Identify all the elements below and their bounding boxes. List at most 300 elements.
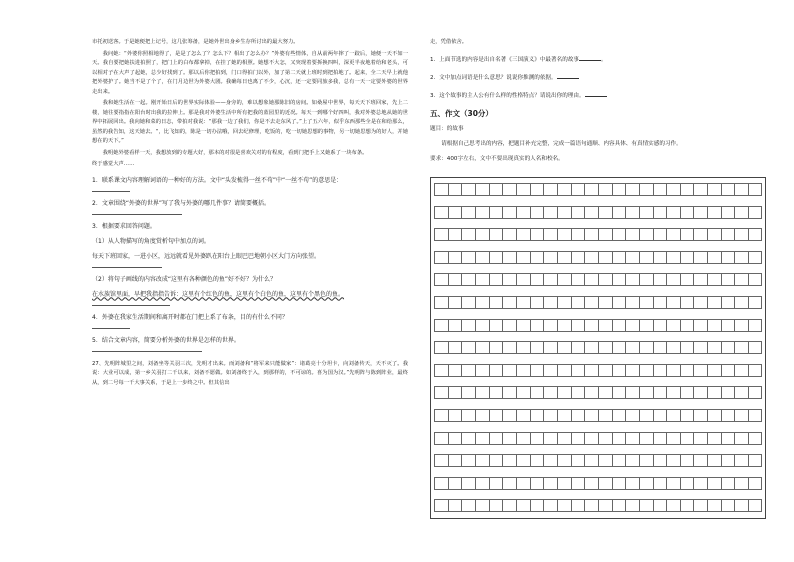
grid-cell[interactable]: [625, 386, 639, 399]
grid-cell[interactable]: [584, 341, 598, 354]
grid-cell[interactable]: [639, 386, 653, 399]
grid-cell[interactable]: [721, 228, 735, 241]
grid-cell[interactable]: [584, 477, 598, 490]
grid-cell[interactable]: [666, 409, 680, 422]
grid-cell[interactable]: [461, 319, 475, 332]
grid-cell[interactable]: [734, 386, 748, 399]
grid-cell[interactable]: [461, 296, 475, 309]
grid-cell[interactable]: [612, 364, 626, 377]
grid-cell[interactable]: [530, 454, 544, 467]
grid-cell[interactable]: [557, 386, 571, 399]
grid-cell[interactable]: [653, 432, 667, 445]
grid-cell[interactable]: [653, 499, 667, 512]
grid-cell[interactable]: [571, 477, 585, 490]
grid-cell[interactable]: [434, 454, 448, 467]
grid-cell[interactable]: [680, 319, 694, 332]
grid-cell[interactable]: [666, 251, 680, 264]
grid-cell[interactable]: [734, 273, 748, 286]
grid-cell[interactable]: [516, 364, 530, 377]
grid-cell[interactable]: [530, 228, 544, 241]
grid-cell[interactable]: [680, 386, 694, 399]
grid-cell[interactable]: [434, 341, 448, 354]
grid-cell[interactable]: [598, 206, 612, 219]
grid-cell[interactable]: [434, 206, 448, 219]
grid-cell[interactable]: [502, 251, 516, 264]
grid-cell[interactable]: [680, 341, 694, 354]
grid-cell[interactable]: [461, 183, 475, 196]
grid-cell[interactable]: [693, 341, 707, 354]
grid-cell[interactable]: [461, 206, 475, 219]
grid-cell[interactable]: [434, 386, 448, 399]
grid-cell[interactable]: [461, 454, 475, 467]
grid-cell[interactable]: [543, 341, 557, 354]
grid-cell[interactable]: [734, 477, 748, 490]
grid-cell[interactable]: [584, 296, 598, 309]
grid-cell[interactable]: [639, 251, 653, 264]
grid-cell[interactable]: [680, 454, 694, 467]
grid-cell[interactable]: [557, 319, 571, 332]
grid-cell[interactable]: [748, 296, 762, 309]
grid-cell[interactable]: [734, 432, 748, 445]
grid-cell[interactable]: [612, 386, 626, 399]
grid-cell[interactable]: [571, 386, 585, 399]
grid-cell[interactable]: [461, 499, 475, 512]
grid-cell[interactable]: [666, 319, 680, 332]
grid-cell[interactable]: [543, 296, 557, 309]
grid-cell[interactable]: [734, 183, 748, 196]
grid-cell[interactable]: [461, 386, 475, 399]
grid-cell[interactable]: [475, 499, 489, 512]
grid-cell[interactable]: [653, 206, 667, 219]
grid-cell[interactable]: [721, 273, 735, 286]
grid-cell[interactable]: [434, 251, 448, 264]
grid-cell[interactable]: [489, 183, 503, 196]
grid-cell[interactable]: [448, 206, 462, 219]
grid-cell[interactable]: [489, 409, 503, 422]
grid-cell[interactable]: [625, 477, 639, 490]
grid-cell[interactable]: [584, 183, 598, 196]
grid-cell[interactable]: [707, 364, 721, 377]
grid-cell[interactable]: [571, 319, 585, 332]
grid-cell[interactable]: [489, 251, 503, 264]
grid-cell[interactable]: [448, 432, 462, 445]
grid-cell[interactable]: [748, 319, 762, 332]
grid-cell[interactable]: [707, 432, 721, 445]
grid-cell[interactable]: [516, 454, 530, 467]
grid-cell[interactable]: [653, 296, 667, 309]
grid-cell[interactable]: [707, 409, 721, 422]
grid-cell[interactable]: [707, 341, 721, 354]
grid-cell[interactable]: [653, 341, 667, 354]
grid-cell[interactable]: [748, 499, 762, 512]
answer-line[interactable]: [92, 351, 202, 352]
grid-cell[interactable]: [666, 273, 680, 286]
grid-cell[interactable]: [625, 454, 639, 467]
grid-cell[interactable]: [680, 364, 694, 377]
grid-cell[interactable]: [530, 409, 544, 422]
grid-cell[interactable]: [748, 364, 762, 377]
grid-cell[interactable]: [434, 432, 448, 445]
grid-cell[interactable]: [489, 432, 503, 445]
grid-cell[interactable]: [502, 499, 516, 512]
grid-cell[interactable]: [448, 409, 462, 422]
grid-cell[interactable]: [571, 296, 585, 309]
grid-cell[interactable]: [598, 183, 612, 196]
grid-cell[interactable]: [434, 409, 448, 422]
grid-cell[interactable]: [530, 319, 544, 332]
grid-cell[interactable]: [748, 386, 762, 399]
grid-cell[interactable]: [475, 477, 489, 490]
grid-cell[interactable]: [543, 319, 557, 332]
grid-cell[interactable]: [707, 296, 721, 309]
grid-cell[interactable]: [748, 228, 762, 241]
answer-blank[interactable]: [557, 72, 579, 79]
grid-cell[interactable]: [516, 499, 530, 512]
grid-cell[interactable]: [598, 386, 612, 399]
grid-cell[interactable]: [434, 364, 448, 377]
grid-cell[interactable]: [543, 499, 557, 512]
grid-cell[interactable]: [680, 228, 694, 241]
grid-cell[interactable]: [693, 364, 707, 377]
grid-cell[interactable]: [475, 386, 489, 399]
grid-cell[interactable]: [557, 454, 571, 467]
grid-cell[interactable]: [666, 432, 680, 445]
grid-cell[interactable]: [530, 206, 544, 219]
grid-cell[interactable]: [584, 206, 598, 219]
grid-cell[interactable]: [707, 386, 721, 399]
grid-cell[interactable]: [475, 251, 489, 264]
grid-cell[interactable]: [461, 273, 475, 286]
grid-cell[interactable]: [680, 477, 694, 490]
grid-cell[interactable]: [557, 183, 571, 196]
grid-cell[interactable]: [612, 499, 626, 512]
grid-cell[interactable]: [448, 341, 462, 354]
grid-cell[interactable]: [721, 386, 735, 399]
grid-cell[interactable]: [639, 319, 653, 332]
grid-cell[interactable]: [543, 409, 557, 422]
grid-cell[interactable]: [571, 499, 585, 512]
answer-line[interactable]: [92, 305, 170, 306]
grid-cell[interactable]: [625, 296, 639, 309]
grid-cell[interactable]: [612, 432, 626, 445]
grid-cell[interactable]: [734, 341, 748, 354]
grid-cell[interactable]: [721, 364, 735, 377]
grid-cell[interactable]: [530, 364, 544, 377]
grid-cell[interactable]: [734, 319, 748, 332]
grid-cell[interactable]: [489, 477, 503, 490]
grid-cell[interactable]: [571, 206, 585, 219]
grid-cell[interactable]: [489, 454, 503, 467]
grid-cell[interactable]: [625, 319, 639, 332]
grid-cell[interactable]: [557, 251, 571, 264]
grid-cell[interactable]: [571, 183, 585, 196]
grid-cell[interactable]: [448, 499, 462, 512]
grid-cell[interactable]: [680, 409, 694, 422]
grid-cell[interactable]: [734, 228, 748, 241]
grid-cell[interactable]: [639, 206, 653, 219]
grid-cell[interactable]: [666, 228, 680, 241]
grid-cell[interactable]: [598, 409, 612, 422]
grid-cell[interactable]: [516, 296, 530, 309]
grid-cell[interactable]: [639, 432, 653, 445]
grid-cell[interactable]: [448, 228, 462, 241]
grid-cell[interactable]: [612, 206, 626, 219]
grid-cell[interactable]: [666, 454, 680, 467]
grid-cell[interactable]: [666, 499, 680, 512]
grid-cell[interactable]: [612, 251, 626, 264]
grid-cell[interactable]: [543, 432, 557, 445]
grid-cell[interactable]: [653, 319, 667, 332]
grid-cell[interactable]: [557, 432, 571, 445]
grid-cell[interactable]: [666, 206, 680, 219]
grid-cell[interactable]: [707, 251, 721, 264]
grid-cell[interactable]: [639, 364, 653, 377]
grid-cell[interactable]: [680, 206, 694, 219]
grid-cell[interactable]: [571, 251, 585, 264]
grid-cell[interactable]: [434, 183, 448, 196]
grid-cell[interactable]: [612, 454, 626, 467]
grid-cell[interactable]: [639, 454, 653, 467]
grid-cell[interactable]: [557, 273, 571, 286]
grid-cell[interactable]: [680, 296, 694, 309]
grid-cell[interactable]: [530, 273, 544, 286]
grid-cell[interactable]: [461, 409, 475, 422]
grid-cell[interactable]: [475, 228, 489, 241]
grid-cell[interactable]: [598, 296, 612, 309]
grid-cell[interactable]: [434, 319, 448, 332]
grid-cell[interactable]: [612, 477, 626, 490]
grid-cell[interactable]: [639, 296, 653, 309]
grid-cell[interactable]: [502, 477, 516, 490]
grid-cell[interactable]: [434, 273, 448, 286]
grid-cell[interactable]: [707, 477, 721, 490]
grid-cell[interactable]: [612, 341, 626, 354]
grid-cell[interactable]: [516, 477, 530, 490]
grid-cell[interactable]: [543, 183, 557, 196]
grid-cell[interactable]: [598, 432, 612, 445]
grid-cell[interactable]: [516, 409, 530, 422]
grid-cell[interactable]: [516, 273, 530, 286]
grid-cell[interactable]: [625, 409, 639, 422]
grid-cell[interactable]: [625, 432, 639, 445]
grid-cell[interactable]: [516, 228, 530, 241]
grid-cell[interactable]: [584, 251, 598, 264]
grid-cell[interactable]: [666, 296, 680, 309]
grid-cell[interactable]: [530, 386, 544, 399]
grid-cell[interactable]: [475, 206, 489, 219]
answer-blank[interactable]: [585, 90, 607, 97]
grid-cell[interactable]: [571, 432, 585, 445]
grid-cell[interactable]: [502, 296, 516, 309]
grid-cell[interactable]: [489, 273, 503, 286]
grid-cell[interactable]: [693, 454, 707, 467]
grid-cell[interactable]: [475, 296, 489, 309]
grid-cell[interactable]: [598, 228, 612, 241]
grid-cell[interactable]: [598, 364, 612, 377]
grid-cell[interactable]: [543, 477, 557, 490]
grid-cell[interactable]: [707, 206, 721, 219]
grid-cell[interactable]: [571, 273, 585, 286]
grid-cell[interactable]: [721, 454, 735, 467]
grid-cell[interactable]: [734, 409, 748, 422]
grid-cell[interactable]: [653, 273, 667, 286]
grid-cell[interactable]: [598, 319, 612, 332]
grid-cell[interactable]: [612, 273, 626, 286]
grid-cell[interactable]: [653, 251, 667, 264]
answer-line[interactable]: [92, 191, 130, 192]
grid-cell[interactable]: [516, 432, 530, 445]
grid-cell[interactable]: [543, 386, 557, 399]
grid-cell[interactable]: [557, 228, 571, 241]
grid-cell[interactable]: [475, 432, 489, 445]
grid-cell[interactable]: [434, 477, 448, 490]
grid-cell[interactable]: [693, 432, 707, 445]
grid-cell[interactable]: [584, 386, 598, 399]
grid-cell[interactable]: [693, 228, 707, 241]
grid-cell[interactable]: [516, 319, 530, 332]
grid-cell[interactable]: [693, 386, 707, 399]
grid-cell[interactable]: [653, 477, 667, 490]
grid-cell[interactable]: [475, 409, 489, 422]
grid-cell[interactable]: [653, 386, 667, 399]
grid-cell[interactable]: [584, 319, 598, 332]
grid-cell[interactable]: [557, 499, 571, 512]
grid-cell[interactable]: [653, 409, 667, 422]
grid-cell[interactable]: [625, 273, 639, 286]
grid-cell[interactable]: [461, 432, 475, 445]
grid-cell[interactable]: [721, 341, 735, 354]
grid-cell[interactable]: [489, 364, 503, 377]
grid-cell[interactable]: [584, 409, 598, 422]
grid-cell[interactable]: [584, 432, 598, 445]
answer-blank[interactable]: [579, 54, 601, 61]
grid-cell[interactable]: [653, 364, 667, 377]
grid-cell[interactable]: [721, 251, 735, 264]
grid-cell[interactable]: [612, 296, 626, 309]
grid-cell[interactable]: [693, 273, 707, 286]
grid-cell[interactable]: [489, 341, 503, 354]
grid-cell[interactable]: [543, 228, 557, 241]
grid-cell[interactable]: [461, 477, 475, 490]
grid-cell[interactable]: [502, 273, 516, 286]
grid-cell[interactable]: [489, 499, 503, 512]
grid-cell[interactable]: [543, 273, 557, 286]
grid-cell[interactable]: [748, 251, 762, 264]
grid-cell[interactable]: [653, 183, 667, 196]
grid-cell[interactable]: [475, 454, 489, 467]
grid-cell[interactable]: [557, 364, 571, 377]
grid-cell[interactable]: [598, 251, 612, 264]
grid-cell[interactable]: [748, 183, 762, 196]
grid-cell[interactable]: [748, 206, 762, 219]
grid-cell[interactable]: [639, 477, 653, 490]
grid-cell[interactable]: [489, 206, 503, 219]
grid-cell[interactable]: [598, 499, 612, 512]
grid-cell[interactable]: [489, 296, 503, 309]
grid-cell[interactable]: [543, 251, 557, 264]
grid-cell[interactable]: [748, 341, 762, 354]
grid-cell[interactable]: [584, 499, 598, 512]
grid-cell[interactable]: [625, 183, 639, 196]
grid-cell[interactable]: [707, 499, 721, 512]
grid-cell[interactable]: [598, 273, 612, 286]
grid-cell[interactable]: [448, 296, 462, 309]
grid-cell[interactable]: [543, 206, 557, 219]
grid-cell[interactable]: [721, 296, 735, 309]
grid-cell[interactable]: [693, 499, 707, 512]
grid-cell[interactable]: [489, 228, 503, 241]
grid-cell[interactable]: [448, 319, 462, 332]
grid-cell[interactable]: [734, 364, 748, 377]
grid-cell[interactable]: [448, 364, 462, 377]
grid-cell[interactable]: [584, 364, 598, 377]
grid-cell[interactable]: [680, 183, 694, 196]
grid-cell[interactable]: [693, 319, 707, 332]
grid-cell[interactable]: [502, 341, 516, 354]
grid-cell[interactable]: [475, 183, 489, 196]
answer-line[interactable]: [92, 214, 182, 215]
grid-cell[interactable]: [461, 364, 475, 377]
grid-cell[interactable]: [612, 409, 626, 422]
grid-cell[interactable]: [448, 273, 462, 286]
grid-cell[interactable]: [571, 341, 585, 354]
grid-cell[interactable]: [434, 228, 448, 241]
answer-line[interactable]: [92, 267, 162, 268]
grid-cell[interactable]: [666, 341, 680, 354]
grid-cell[interactable]: [625, 251, 639, 264]
grid-cell[interactable]: [489, 319, 503, 332]
grid-cell[interactable]: [502, 228, 516, 241]
grid-cell[interactable]: [489, 386, 503, 399]
grid-cell[interactable]: [530, 499, 544, 512]
grid-cell[interactable]: [584, 273, 598, 286]
grid-cell[interactable]: [448, 251, 462, 264]
grid-cell[interactable]: [680, 499, 694, 512]
grid-cell[interactable]: [734, 251, 748, 264]
grid-cell[interactable]: [748, 477, 762, 490]
grid-cell[interactable]: [543, 364, 557, 377]
grid-cell[interactable]: [475, 273, 489, 286]
grid-cell[interactable]: [625, 499, 639, 512]
grid-cell[interactable]: [502, 206, 516, 219]
grid-cell[interactable]: [516, 386, 530, 399]
grid-cell[interactable]: [475, 319, 489, 332]
grid-cell[interactable]: [721, 183, 735, 196]
grid-cell[interactable]: [461, 341, 475, 354]
grid-cell[interactable]: [598, 454, 612, 467]
grid-cell[interactable]: [707, 454, 721, 467]
grid-cell[interactable]: [571, 454, 585, 467]
grid-cell[interactable]: [461, 251, 475, 264]
grid-cell[interactable]: [693, 183, 707, 196]
grid-cell[interactable]: [530, 341, 544, 354]
grid-cell[interactable]: [693, 251, 707, 264]
grid-cell[interactable]: [557, 206, 571, 219]
grid-cell[interactable]: [502, 364, 516, 377]
grid-cell[interactable]: [612, 319, 626, 332]
grid-cell[interactable]: [612, 228, 626, 241]
grid-cell[interactable]: [625, 228, 639, 241]
grid-cell[interactable]: [748, 409, 762, 422]
grid-cell[interactable]: [448, 183, 462, 196]
grid-cell[interactable]: [502, 409, 516, 422]
grid-cell[interactable]: [666, 364, 680, 377]
grid-cell[interactable]: [625, 364, 639, 377]
grid-cell[interactable]: [734, 296, 748, 309]
grid-cell[interactable]: [734, 206, 748, 219]
grid-cell[interactable]: [721, 499, 735, 512]
grid-cell[interactable]: [502, 432, 516, 445]
